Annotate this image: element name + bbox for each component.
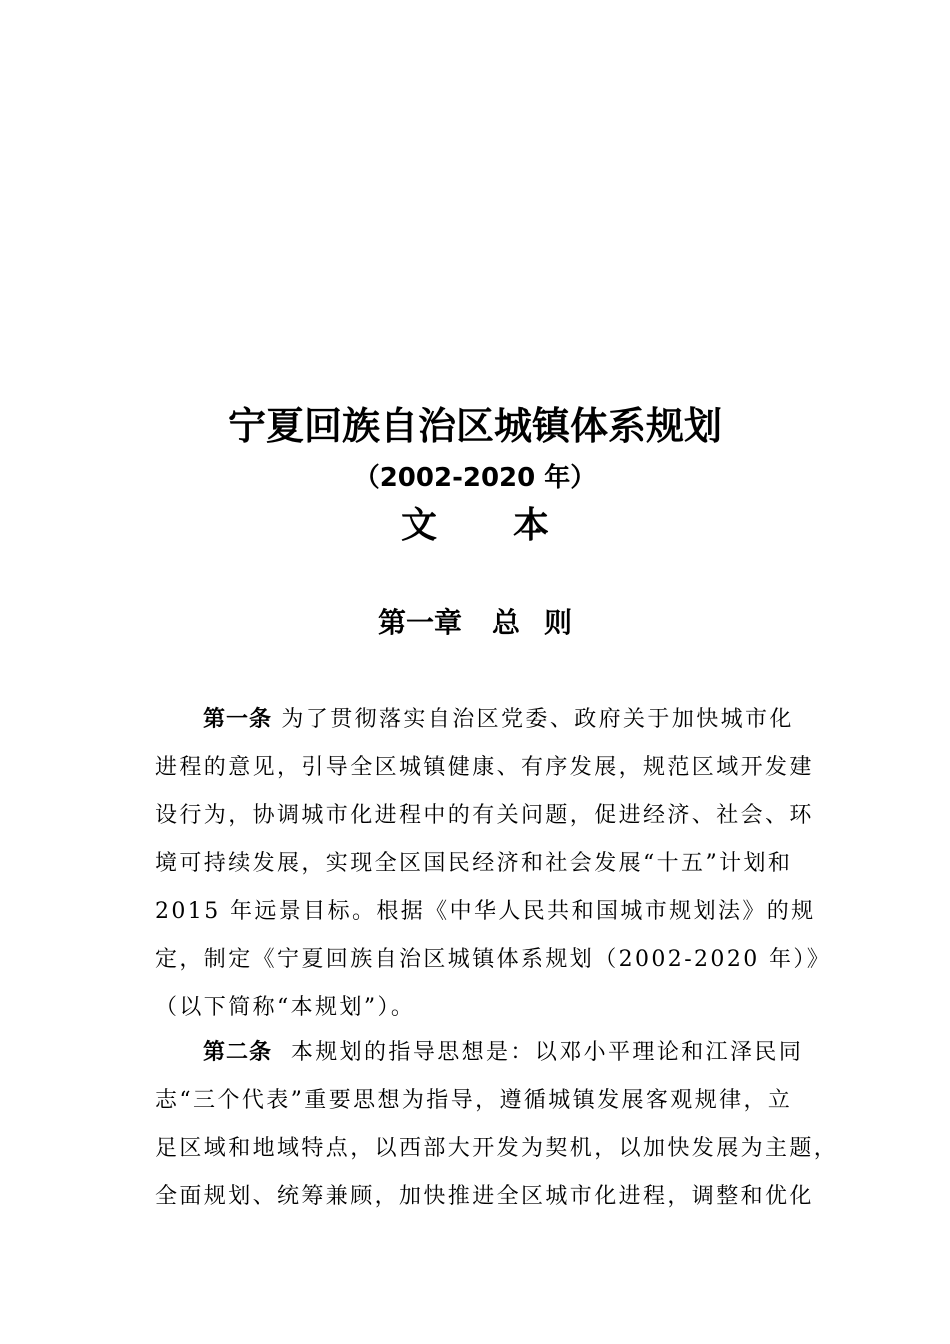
article-1-line-6: 定，制定《宁夏回族自治区城镇体系规划（2002-2020 年）》 [155,947,832,972]
article-2 [155,1029,839,1221]
article-2-line-3: 足区域和地域特点，以西部大开发为契机，以加快发展为主题， [155,1136,839,1161]
article-2-text-1: 本规划的指导思想是：以邓小平理论和江泽民同 [290,1040,804,1065]
chapter-number: 第一章 [377,606,462,639]
article-1 [155,696,835,1032]
article-1-text-1: 为了贯彻落实自治区党委、政府关于加快城市化 [281,707,794,732]
chapter-title-char-1: 总 [491,606,520,639]
document-title: 宁夏回族自治区城镇体系规划 [227,404,722,448]
article-1-line-7: （以下简称“本规划”）。 [155,995,416,1020]
chapter-heading [0,603,950,643]
article-2-line-4: 全面规划、统筹兼顾，加快推进全区城市化进程，调整和优化 [155,1184,814,1209]
article-1-line-1 [155,696,835,744]
doc-type-char-1: 文 [400,505,437,546]
article-1-label: 第一条 [203,707,273,732]
article-1-line-4: 境可持续发展，实现全区国民经济和社会发展“十五”计划和 [155,851,793,876]
document-type-heading [0,502,950,550]
document-subtitle: （2002-2020 年） [353,463,597,493]
doc-type-char-2: 本 [513,505,550,546]
article-2-line-1 [155,1029,835,1077]
chapter-title-char-2: 则 [544,606,573,639]
article-2-line-2: 志“三个代表”重要思想为指导，遵循城镇发展客观规律，立 [155,1088,793,1113]
article-2-label: 第二条 [203,1040,273,1065]
article-1-line-5: 2015 年远景目标。根据《中华人民共和国城市规划法》的规 [155,899,816,924]
article-1-line-2: 进程的意见，引导全区城镇健康、有序发展，规范区域开发建 [155,755,814,780]
article-1-line-3: 设行为，协调城市化进程中的有关问题，促进经济、社会、环 [155,803,814,828]
